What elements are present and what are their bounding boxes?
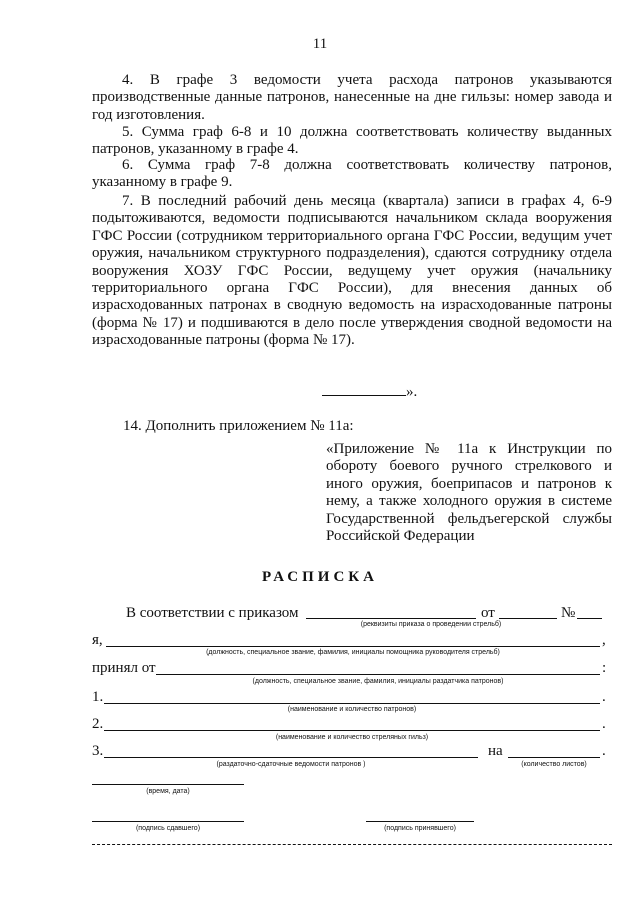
receiver-signature-caption: (подпись принявшего) (384, 825, 456, 832)
giver-signature-caption: (подпись сдавшего) (135, 825, 201, 832)
accepted-label: принял от (92, 660, 156, 676)
time-line (92, 784, 244, 785)
time-caption: (время, дата) (146, 788, 190, 795)
receiver-signature-line (366, 821, 474, 822)
item2-label: 2. (92, 716, 104, 732)
item3-end: . (602, 743, 606, 759)
i-end: , (602, 632, 606, 648)
item2-end: . (602, 716, 606, 732)
item3-count-caption: (количество листов) (521, 761, 587, 768)
item3-line (104, 757, 478, 758)
item1-line (104, 703, 600, 704)
paragraph-6: 6. Сумма граф 7-8 должна соответствовать количеству патронов, указанному в графе 9. (92, 157, 612, 191)
quote-end-mark: ». (406, 384, 418, 400)
i-label: я, (92, 632, 103, 648)
item3-label: 3. (92, 743, 104, 759)
order-caption: (реквизиты приказа о проведении стрельб) (360, 621, 502, 628)
item3-on-label: на (488, 743, 503, 759)
order-number-line (577, 618, 602, 619)
quote-end (322, 383, 417, 401)
paragraph-7: 7. В последний рабочий день месяца (квартала) записи в графах 4, 6-9 подытоживаются, ведомости подписываются начальником склада вооружения ГФС России (сотрудником территориального органа ГФС России, ведущим учет оружия, начальником структурного подразделения), сдаются сотруднику отдела вооружения ХОЗУ ГФС России, ведущему учет оружия (начальнику территориального органа ГФС России), для внесения данных об израсходованных патронах в сводную ведомость на израсходованные патроны (форма № 17) и подшиваются в дело после утверждения сводной ведомости на израсходованные патроны (форма № 17). (92, 193, 612, 349)
item1-label: 1. (92, 689, 104, 705)
item2-line (104, 730, 600, 731)
order-requisites-line (306, 618, 476, 619)
order-date-line (499, 618, 557, 619)
paragraph-5: 5. Сумма граф 6-8 и 10 должна соответствовать количеству выданных патронов, указанному в графе 4. (92, 124, 612, 158)
item1-caption: (наименование и количество патронов) (287, 706, 417, 713)
i-caption: (должность, специальное звание, фамилия, инициалы помощника руководителя стрельб) (206, 649, 500, 656)
order-from-label: от (481, 605, 495, 621)
form-title: РАСПИСКА (261, 569, 379, 585)
giver-signature-line (92, 821, 244, 822)
quote-end-line (322, 383, 406, 396)
order-prefix: В соответствии с приказом (126, 605, 299, 621)
item1-end: . (602, 689, 606, 705)
order-number-label: № (561, 605, 576, 621)
accepted-caption: (должность, специальное звание, фамилия, инициалы раздатчика патронов) (252, 678, 504, 685)
accepted-end: : (602, 660, 607, 676)
page-number: 11 (312, 36, 328, 52)
item3-caption: (раздаточно-сдаточные ведомости патронов ) (216, 761, 366, 768)
paragraph-4: 4. В графе 3 ведомости учета расхода патронов указываются производственные данные патронов, нанесенные на дне гильзы: номер завода и год изготовления. (92, 72, 612, 123)
appendix-header: «Приложение № 11а к Инструкции по обороту боевого ручного стрелкового и иного оружия, боеприпасов и патронов к нему, а также холодного оружия в системе Государственной фельдъегерской службы Российской Федерации (326, 441, 612, 545)
item3-count-line (508, 757, 600, 758)
cut-line (92, 844, 612, 845)
accepted-line (156, 674, 600, 675)
item-14: 14. Дополнить приложением № 11а: (123, 418, 354, 434)
i-line (106, 646, 600, 647)
item2-caption: (наименование и количество стреляных гильз) (275, 734, 429, 741)
